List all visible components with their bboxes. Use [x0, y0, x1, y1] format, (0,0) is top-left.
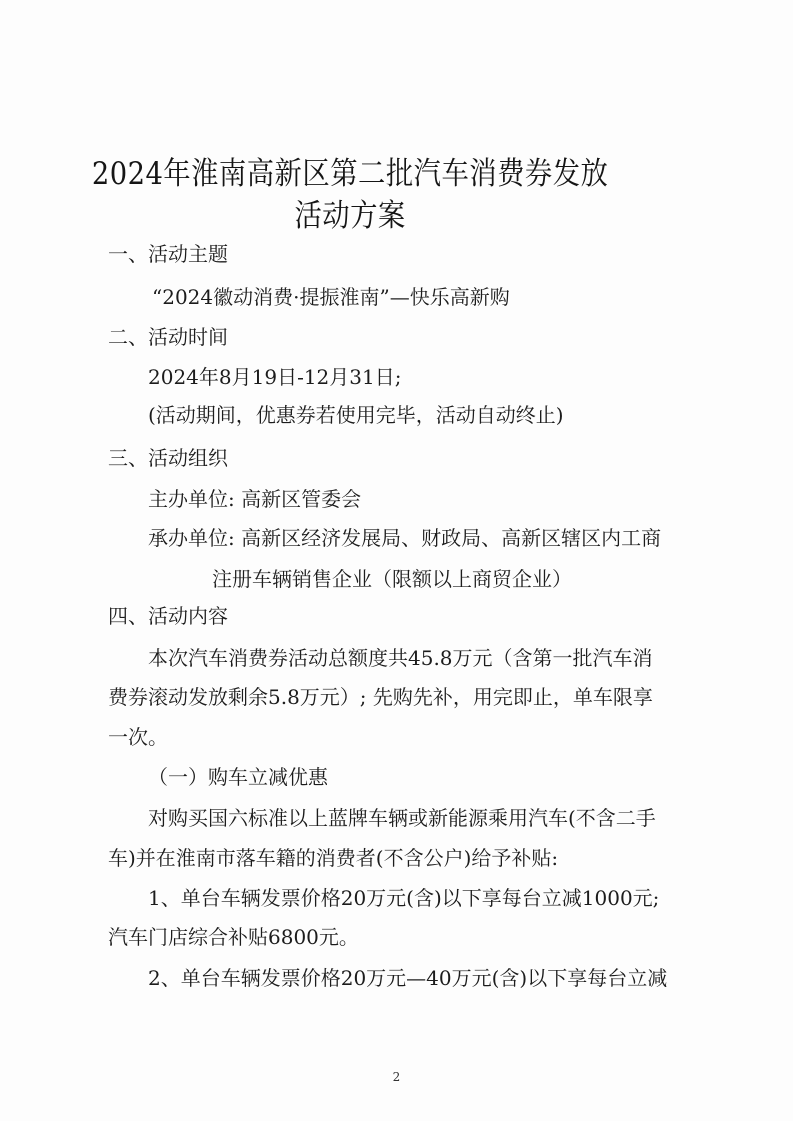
- discount-item1-line2: 汽车门店综合补贴6800元。: [108, 925, 359, 949]
- discount-item1-line1: 1、单台车辆发票价格20万元(含)以下享每台立减1000元;: [148, 886, 660, 910]
- discount-item2-line1: 2、单台车辆发票价格20万元—40万元(含)以下享每台立减: [148, 966, 668, 990]
- discount-paragraph-line1: 对购买国六标准以上蓝牌车辆或新能源乘用汽车(不含二手: [148, 806, 656, 830]
- organizer-unit-text-line1: 承办单位: 高新区经济发展局、财政局、高新区辖区内工商: [148, 526, 662, 550]
- document-title-line1: 2024年淮南高新区第二批汽车消费券发放: [91, 156, 609, 192]
- activity-period-text: 2024年8月19日-12月31日;: [148, 365, 402, 389]
- subsection-heading-discount: （一）购车立减优惠: [148, 765, 328, 789]
- content-paragraph-line1: 本次汽车消费券活动总额度共45.8万元（含第一批汽车消: [148, 646, 653, 670]
- content-paragraph-line3: 一次。: [108, 725, 168, 749]
- host-unit-text: 主办单位: 高新区管委会: [148, 487, 362, 511]
- page-number: 2: [392, 1070, 401, 1084]
- activity-period-note: (活动期间，优惠券若使用完毕，活动自动终止): [148, 403, 564, 427]
- document-title-line2: 活动方案: [294, 198, 406, 234]
- section-heading-time: 二、活动时间: [108, 325, 228, 349]
- section-heading-content: 四、活动内容: [108, 604, 228, 628]
- section-heading-theme: 一、活动主题: [108, 242, 228, 266]
- organizer-unit-text-line2: 注册车辆销售企业（限额以上商贸企业）: [212, 567, 572, 591]
- activity-theme-text: “2024徽动消费·提振淮南”—快乐高新购: [152, 285, 510, 309]
- content-paragraph-line2: 费券滚动发放剩余5.8万元）; 先购先补，用完即止，单车限享: [108, 685, 653, 709]
- section-heading-organization: 三、活动组织: [108, 446, 228, 470]
- discount-paragraph-line2: 车)并在淮南市落车籍的消费者(不含公户)给予补贴:: [108, 846, 559, 870]
